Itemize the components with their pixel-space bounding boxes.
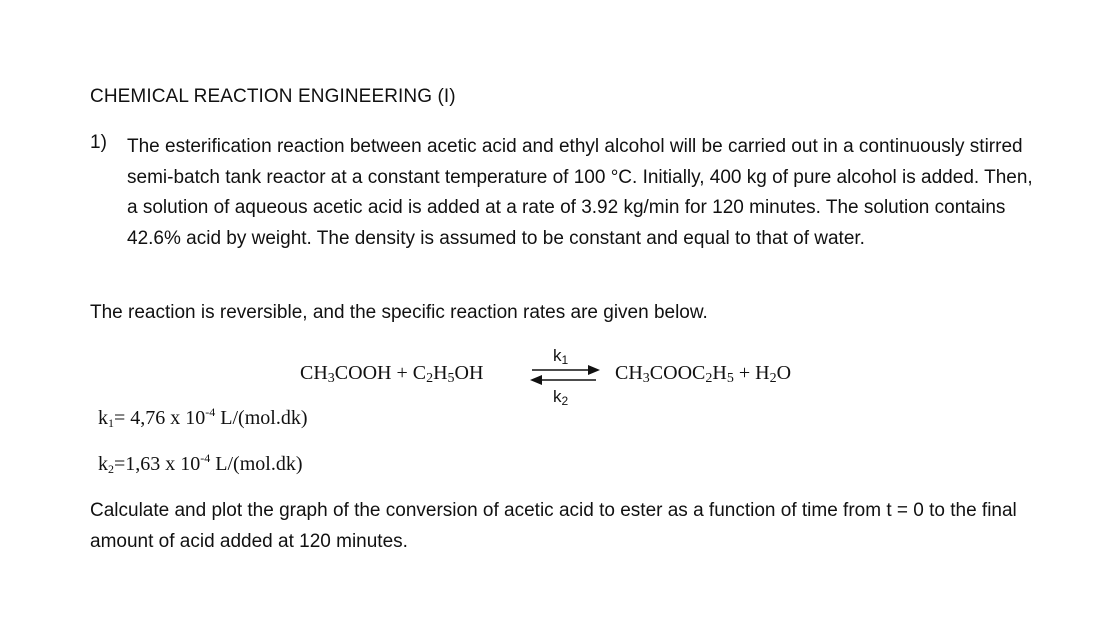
document-title: CHEMICAL REACTION ENGINEERING (I)	[90, 86, 456, 107]
question-text: The esterification reaction between acetic acid and ethyl alcohol will be carried out in a continuously stirred semi-batch tank reactor at a constant temperature of 100 °C. Initially, 400 kg of pure alcohol is added. Then, a solution of aqueous acetic acid is added at a rate of 3.92 kg/min for 120 minutes. The solution contains 42.6% acid by weight. The density is assumed to be constant and equal to that of water.	[127, 136, 1033, 249]
k2-constant: $k_2=1,63$ x $10^{-4}$ L/(mol.dk)	[98, 451, 303, 476]
products: $CH_3COOC_2H_5 + H_2O$	[615, 362, 792, 386]
reverse-rate-label: $k_2$	[553, 387, 569, 408]
forward-rate-label: $k_1$	[553, 346, 569, 367]
reversible-statement: The reaction is reversible, and the specific reaction rates are given below.	[90, 302, 708, 323]
calculation-instruction: Calculate and plot the graph of the conversion of acetic acid to ester as a function of time from t = 0 to the final amount of acid added at 120 minutes.	[90, 500, 1017, 552]
k1-constant: $k_1= 4,76$ x $10^{-4}$ L/(mol.dk)	[98, 405, 308, 430]
equilibrium-arrows-icon	[528, 364, 602, 386]
reactants: $CH_3COOH + C_2H_5OH$	[300, 362, 484, 386]
question-number: 1)	[90, 132, 107, 153]
